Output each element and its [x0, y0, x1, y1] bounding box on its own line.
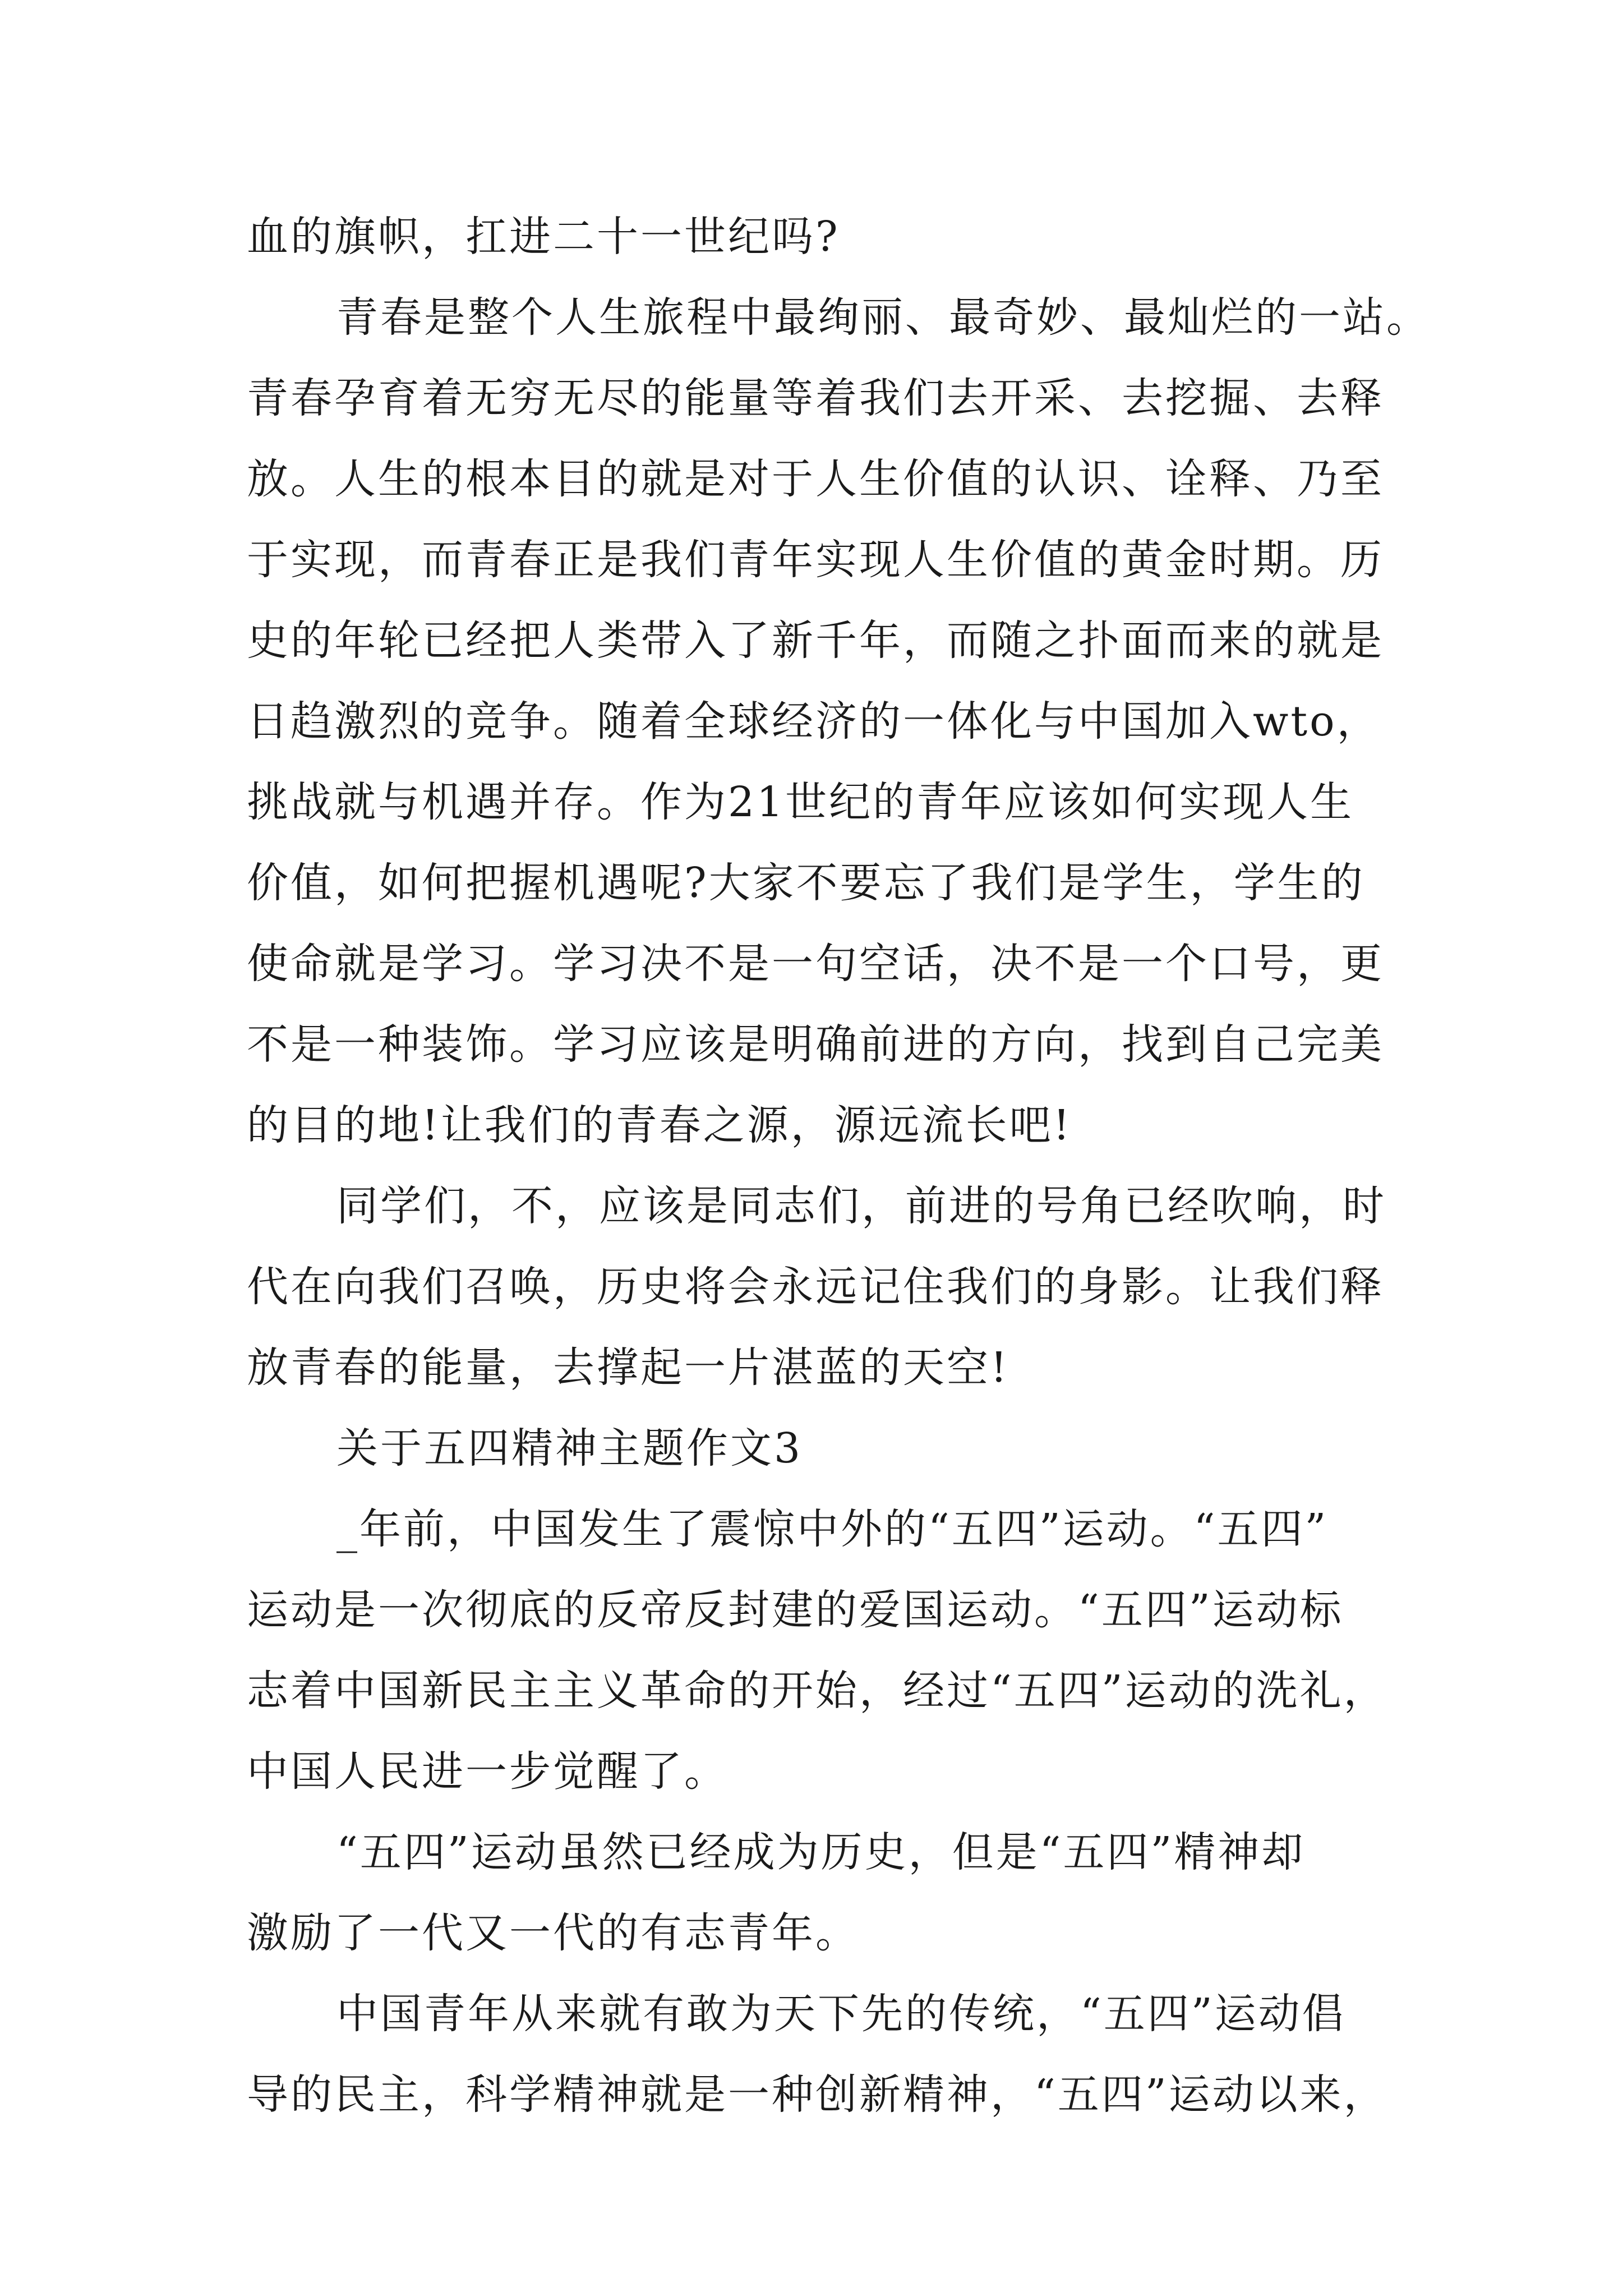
text-line: 激励了一代又一代的有志青年。: [247, 1909, 859, 1957]
text-line-1: 血的旗帜，扛进二十一世纪吗?: [247, 213, 840, 261]
text-line: 史的年轮已经把人类带入了新千年，而随之扑面而来的就是: [247, 616, 1384, 665]
text-line: 的目的地!让我们的青春之源，源远流长吧!: [247, 1101, 1072, 1149]
paragraph-first-line: _年前，中国发生了震惊中外的“五四”运动。“五四”: [336, 1505, 1329, 1553]
text-line: 青春孕育着无穷无尽的能量等着我们去开采、去挖掘、去释: [247, 374, 1384, 422]
text-line: 价值，如何把握机遇呢?大家不要忘了我们是学生，学生的: [247, 859, 1365, 907]
section-heading: 关于五四精神主题作文3: [336, 1424, 803, 1473]
text-line: 放。人生的根本目的就是对于人生价值的认识、诠释、乃至: [247, 455, 1384, 503]
paragraph-first-line: 青春是整个人生旅程中最绚丽、最奇妙、最灿烂的一站。: [336, 293, 1430, 342]
paragraph-first-line: 同学们，不，应该是同志们，前进的号角已经吹响，时: [336, 1182, 1386, 1230]
text-line: 挑战就与机遇并存。作为21世纪的青年应该如何实现人生: [247, 778, 1354, 826]
text-line: 中国人民进一步觉醒了。: [247, 1747, 728, 1796]
text-line: 使命就是学习。学习决不是一句空话，决不是一个口号，更: [247, 940, 1384, 988]
text-line: 运动是一次彻底的反帝反封建的爱国运动。“五四”运动标: [247, 1586, 1344, 1634]
text-line: 代在向我们召唤，历史将会永远记住我们的身影。让我们释: [247, 1263, 1384, 1311]
paragraph-first-line: 中国青年从来就有敢为天下先的传统，“五四”运动倡: [336, 1990, 1346, 2038]
text-line: 放青春的能量，去撑起一片湛蓝的天空!: [247, 1343, 1009, 1392]
document-text-body: [247, 196, 1430, 2135]
text-line: 日趋激烈的竞争。随着全球经济的一体化与中国加入wto，: [247, 697, 1381, 746]
paragraph-first-line: “五四”运动虽然已经成为历史，但是“五四”精神却: [336, 1828, 1306, 1876]
text-line: 志着中国新民主主义革命的开始，经过“五四”运动的洗礼，: [247, 1667, 1387, 1715]
text-line: 不是一种装饰。学习应该是明确前进的方向，找到自己完美: [247, 1020, 1384, 1069]
text-line: 导的民主，科学精神就是一种创新精神，“五四”运动以来，: [247, 2070, 1387, 2119]
text-line: 于实现，而青春正是我们青年实现人生价值的黄金时期。历: [247, 536, 1384, 584]
